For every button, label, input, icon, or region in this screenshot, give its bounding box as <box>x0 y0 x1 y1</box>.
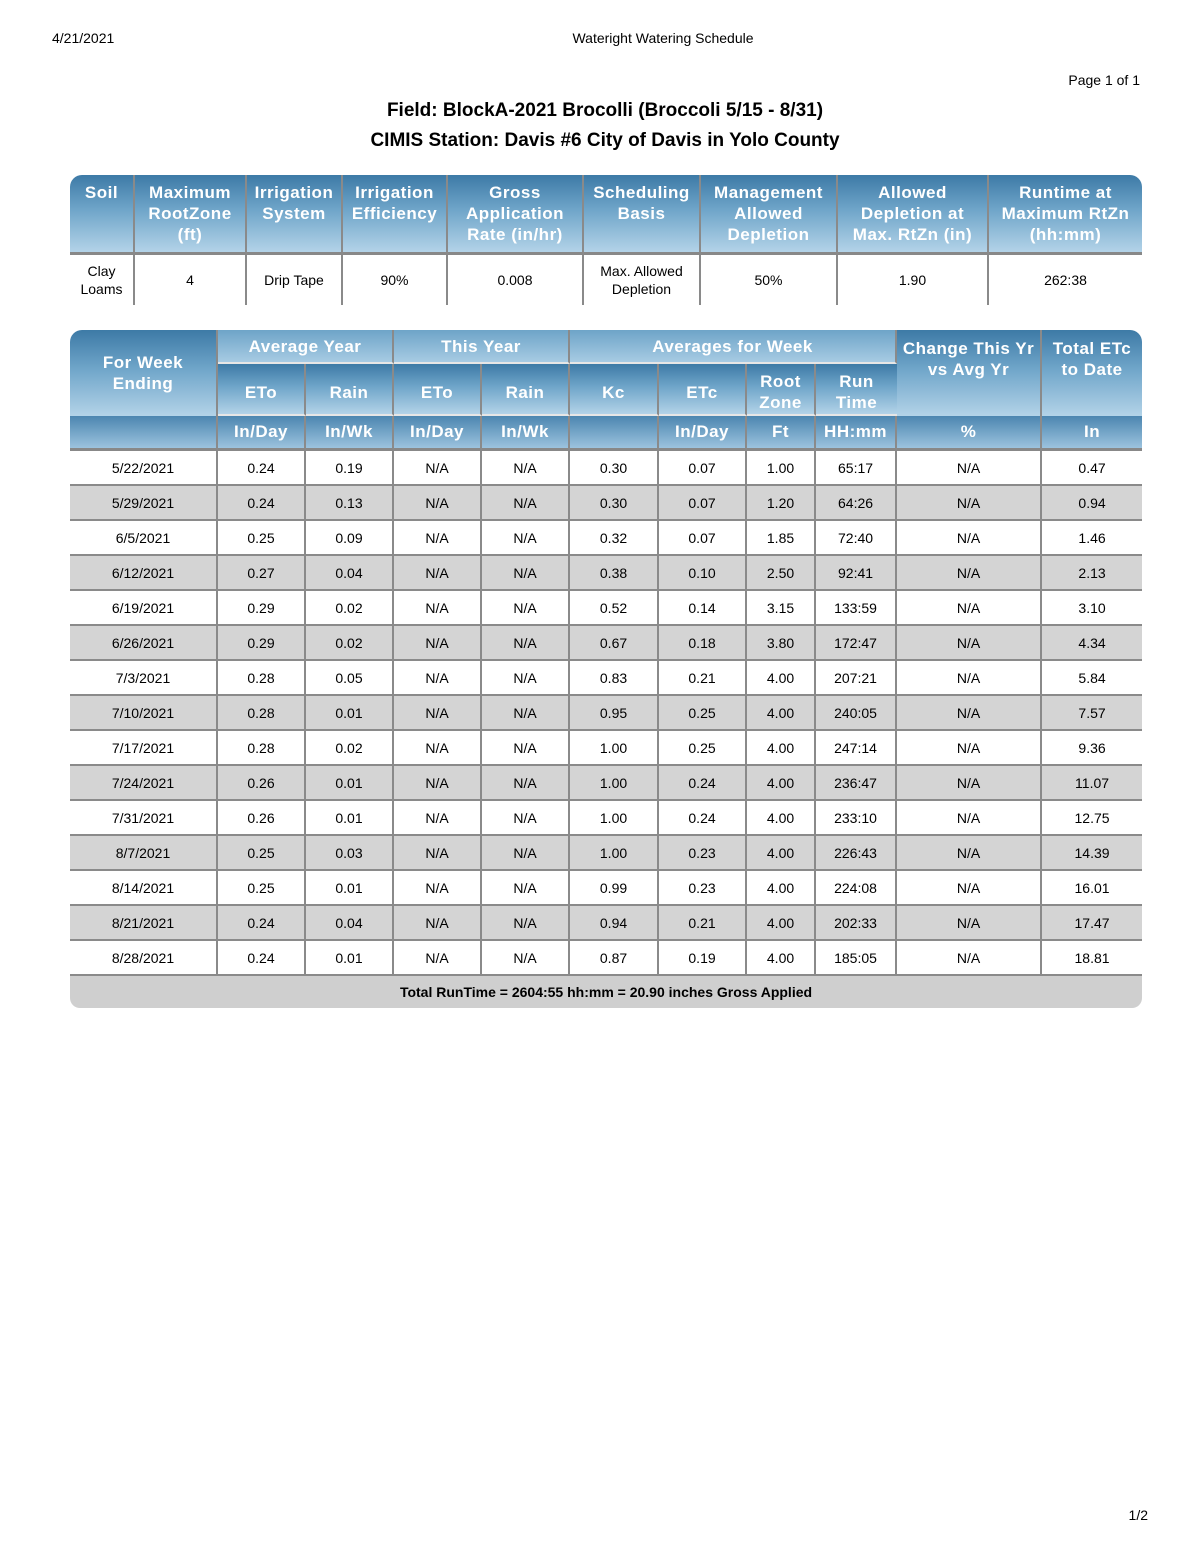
cell-avg-rain: 0.05 <box>306 661 394 696</box>
cell-total-etc: 1.46 <box>1042 521 1142 556</box>
cell-week-ending: 8/28/2021 <box>70 941 218 976</box>
table-row <box>70 731 1142 766</box>
cell-avg-eto: 0.25 <box>218 521 306 556</box>
value-scheduling-basis: Max. Allowed Depletion <box>584 255 701 305</box>
total-runtime: Total RunTime = 2604:55 hh:mm = 20.90 inches Gross Applied <box>70 976 1142 1008</box>
cell-root-zone: 4.00 <box>747 906 816 941</box>
cell-this-rain: N/A <box>482 941 570 976</box>
cell-this-eto: N/A <box>394 591 482 626</box>
cell-etc: 0.24 <box>659 766 747 801</box>
cell-avg-eto: 0.24 <box>218 941 306 976</box>
cell-week-ending: 8/14/2021 <box>70 871 218 906</box>
cell-this-eto: N/A <box>394 661 482 696</box>
cell-total-etc: 0.47 <box>1042 451 1142 486</box>
cell-total-etc: 5.84 <box>1042 661 1142 696</box>
cell-avg-rain: 0.03 <box>306 836 394 871</box>
cell-change: N/A <box>897 591 1042 626</box>
cell-run-time: 185:05 <box>816 941 897 976</box>
header-this-year: This Year <box>394 330 570 364</box>
table-row <box>70 801 1142 836</box>
cell-avg-eto: 0.28 <box>218 731 306 766</box>
table-row <box>70 871 1142 906</box>
cell-total-etc: 0.94 <box>1042 486 1142 521</box>
cell-change: N/A <box>897 521 1042 556</box>
cell-etc: 0.07 <box>659 486 747 521</box>
cell-this-rain: N/A <box>482 486 570 521</box>
cell-week-ending: 6/12/2021 <box>70 556 218 591</box>
cell-this-eto: N/A <box>394 731 482 766</box>
header-average-year: Average Year <box>218 330 394 364</box>
unit-week-ending <box>70 416 218 451</box>
header-this-eto: ETo <box>394 364 482 416</box>
cell-avg-rain: 0.04 <box>306 556 394 591</box>
cell-root-zone: 3.15 <box>747 591 816 626</box>
table-row <box>70 696 1142 731</box>
cell-kc: 0.38 <box>570 556 659 591</box>
table-row <box>70 661 1142 696</box>
cell-total-etc: 9.36 <box>1042 731 1142 766</box>
value-runtime-max-rtzn: 262:38 <box>1044 272 1087 288</box>
cell-root-zone: 4.00 <box>747 871 816 906</box>
cell-avg-eto: 0.24 <box>218 906 306 941</box>
cell-total-etc: 16.01 <box>1042 871 1142 906</box>
cell-kc: 0.94 <box>570 906 659 941</box>
table-row <box>70 906 1142 941</box>
cell-week-ending: 6/26/2021 <box>70 626 218 661</box>
cell-run-time: 226:43 <box>816 836 897 871</box>
cell-etc: 0.19 <box>659 941 747 976</box>
field-line: Field: BlockA-2021 Brocolli (Broccoli 5/15 - 8/31) <box>386 100 824 121</box>
unit-change: % <box>897 416 1042 451</box>
cell-this-rain: N/A <box>482 556 570 591</box>
value-max-rootzone: 4 <box>135 255 247 305</box>
unit-run-time: HH:mm <box>816 416 897 451</box>
cell-this-rain: N/A <box>482 731 570 766</box>
cell-this-rain: N/A <box>482 871 570 906</box>
cell-change: N/A <box>897 696 1042 731</box>
header-gross-application-rate: Gross Application Rate (in/hr) <box>448 175 584 255</box>
header-averages-for-week: Averages for Week <box>570 330 897 364</box>
header-allowed-depletion: Allowed Depletion at Max. RtZn (in) <box>838 175 989 255</box>
cell-avg-rain: 0.09 <box>306 521 394 556</box>
table-row <box>70 836 1142 871</box>
cell-root-zone: 4.00 <box>747 731 816 766</box>
value-gross-application-rate: 0.008 <box>448 255 584 305</box>
cell-week-ending: 7/31/2021 <box>70 801 218 836</box>
header-total-etc: Total ETc to Date <box>1042 330 1142 416</box>
cell-run-time: 236:47 <box>816 766 897 801</box>
cell-total-etc: 17.47 <box>1042 906 1142 941</box>
cell-total-etc: 7.57 <box>1042 696 1142 731</box>
cell-change: N/A <box>897 661 1042 696</box>
cell-this-rain: N/A <box>482 801 570 836</box>
header-avg-eto: ETo <box>218 364 306 416</box>
cell-week-ending: 7/10/2021 <box>70 696 218 731</box>
table-row <box>70 556 1142 591</box>
unit-kc <box>570 416 659 451</box>
station-line: CIMIS Station: Davis #6 City of Davis in Yolo County <box>370 130 840 151</box>
schedule-body <box>70 451 1142 976</box>
cell-kc: 0.67 <box>570 626 659 661</box>
cell-kc: 1.00 <box>570 766 659 801</box>
unit-avg-rain: In/Wk <box>306 416 394 451</box>
cell-avg-eto: 0.27 <box>218 556 306 591</box>
unit-avg-eto: In/Day <box>218 416 306 451</box>
cell-this-rain: N/A <box>482 906 570 941</box>
cell-kc: 1.00 <box>570 801 659 836</box>
cell-change: N/A <box>897 906 1042 941</box>
cell-etc: 0.25 <box>659 696 747 731</box>
unit-root-zone: Ft <box>747 416 816 451</box>
cell-kc: 0.95 <box>570 696 659 731</box>
cell-change: N/A <box>897 801 1042 836</box>
cell-this-rain: N/A <box>482 696 570 731</box>
cell-this-rain: N/A <box>482 521 570 556</box>
cell-this-eto: N/A <box>394 836 482 871</box>
cell-this-eto: N/A <box>394 941 482 976</box>
cell-root-zone: 1.85 <box>747 521 816 556</box>
cell-avg-eto: 0.24 <box>218 451 306 486</box>
cell-total-etc: 14.39 <box>1042 836 1142 871</box>
cell-root-zone: 4.00 <box>747 766 816 801</box>
table-row <box>70 486 1142 521</box>
cell-avg-rain: 0.19 <box>306 451 394 486</box>
cell-etc: 0.10 <box>659 556 747 591</box>
cell-avg-rain: 0.01 <box>306 766 394 801</box>
cell-week-ending: 8/7/2021 <box>70 836 218 871</box>
cell-this-eto: N/A <box>394 696 482 731</box>
cell-week-ending: 5/29/2021 <box>70 486 218 521</box>
cell-run-time: 240:05 <box>816 696 897 731</box>
cell-total-etc: 4.34 <box>1042 626 1142 661</box>
cell-etc: 0.18 <box>659 626 747 661</box>
page-indicator: Page 1 of 1 <box>1068 72 1140 88</box>
cell-kc: 0.30 <box>570 451 659 486</box>
print-title: Wateright Watering Schedule <box>572 30 754 46</box>
cell-root-zone: 4.00 <box>747 696 816 731</box>
header-week-ending: For Week Ending <box>70 330 218 416</box>
cell-run-time: 72:40 <box>816 521 897 556</box>
cell-change: N/A <box>897 451 1042 486</box>
cell-kc: 0.52 <box>570 591 659 626</box>
cell-run-time: 202:33 <box>816 906 897 941</box>
watering-schedule-table <box>70 330 1142 1008</box>
cell-this-eto: N/A <box>394 871 482 906</box>
cell-kc: 0.30 <box>570 486 659 521</box>
cell-run-time: 133:59 <box>816 591 897 626</box>
group-header-row <box>70 330 1142 364</box>
cell-run-time: 65:17 <box>816 451 897 486</box>
cell-week-ending: 6/5/2021 <box>70 521 218 556</box>
table-row <box>70 591 1142 626</box>
value-soil: Clay Loams <box>70 255 135 305</box>
cell-avg-eto: 0.25 <box>218 836 306 871</box>
table-row <box>70 941 1142 976</box>
cell-kc: 1.00 <box>570 836 659 871</box>
value-irrigation-system: Drip Tape <box>247 255 343 305</box>
cell-change: N/A <box>897 626 1042 661</box>
cell-total-etc: 2.13 <box>1042 556 1142 591</box>
header-runtime-max-rtzn: Runtime at Maximum RtZn (hh:mm) <box>989 175 1142 255</box>
cell-avg-eto: 0.24 <box>218 486 306 521</box>
cell-root-zone: 1.20 <box>747 486 816 521</box>
cell-avg-eto: 0.29 <box>218 591 306 626</box>
cell-etc: 0.25 <box>659 731 747 766</box>
cell-change: N/A <box>897 556 1042 591</box>
cell-this-eto: N/A <box>394 801 482 836</box>
total-row <box>70 976 1142 1008</box>
cell-this-eto: N/A <box>394 556 482 591</box>
header-irrigation-efficiency: Irrigation Efficiency <box>343 175 448 255</box>
cell-change: N/A <box>897 941 1042 976</box>
cell-avg-eto: 0.26 <box>218 766 306 801</box>
header-this-rain: Rain <box>482 364 570 416</box>
header-avg-rain: Rain <box>306 364 394 416</box>
cell-avg-eto: 0.28 <box>218 661 306 696</box>
cell-avg-eto: 0.29 <box>218 626 306 661</box>
cell-kc: 0.83 <box>570 661 659 696</box>
cell-this-rain: N/A <box>482 766 570 801</box>
cell-etc: 0.24 <box>659 801 747 836</box>
cell-run-time: 224:08 <box>816 871 897 906</box>
cell-this-eto: N/A <box>394 906 482 941</box>
unit-total-etc: In <box>1042 416 1142 451</box>
header-kc: Kc <box>570 364 659 416</box>
cell-root-zone: 4.00 <box>747 661 816 696</box>
cell-change: N/A <box>897 731 1042 766</box>
header-irrigation-system: Irrigation System <box>247 175 343 255</box>
footer-page-number: 1/2 <box>1128 1507 1148 1523</box>
header-soil: Soil <box>70 175 135 255</box>
table-row <box>70 451 1142 486</box>
cell-change: N/A <box>897 836 1042 871</box>
header-run-time: Run Time <box>816 364 897 416</box>
cell-kc: 0.32 <box>570 521 659 556</box>
cell-total-etc: 11.07 <box>1042 766 1142 801</box>
cell-avg-rain: 0.04 <box>306 906 394 941</box>
cell-run-time: 172:47 <box>816 626 897 661</box>
cell-etc: 0.07 <box>659 451 747 486</box>
cell-this-eto: N/A <box>394 766 482 801</box>
cell-this-rain: N/A <box>482 661 570 696</box>
report-title <box>0 96 1200 156</box>
unit-etc: In/Day <box>659 416 747 451</box>
cell-run-time: 233:10 <box>816 801 897 836</box>
cell-avg-rain: 0.01 <box>306 941 394 976</box>
field-info-table <box>70 175 1142 305</box>
unit-header-row <box>70 416 1142 451</box>
cell-change: N/A <box>897 766 1042 801</box>
header-etc: ETc <box>659 364 747 416</box>
cell-total-etc: 3.10 <box>1042 591 1142 626</box>
cell-etc: 0.07 <box>659 521 747 556</box>
cell-avg-rain: 0.02 <box>306 626 394 661</box>
header-scheduling-basis: Scheduling Basis <box>584 175 701 255</box>
cell-avg-eto: 0.26 <box>218 801 306 836</box>
cell-week-ending: 5/22/2021 <box>70 451 218 486</box>
table-row <box>70 521 1142 556</box>
cell-root-zone: 1.00 <box>747 451 816 486</box>
cell-root-zone: 3.80 <box>747 626 816 661</box>
cell-root-zone: 4.00 <box>747 941 816 976</box>
cell-avg-eto: 0.28 <box>218 696 306 731</box>
cell-run-time: 64:26 <box>816 486 897 521</box>
print-header <box>0 30 1200 50</box>
cell-etc: 0.14 <box>659 591 747 626</box>
cell-root-zone: 4.00 <box>747 836 816 871</box>
cell-this-eto: N/A <box>394 626 482 661</box>
cell-total-etc: 18.81 <box>1042 941 1142 976</box>
cell-kc: 0.99 <box>570 871 659 906</box>
table-row <box>70 766 1142 801</box>
cell-change: N/A <box>897 871 1042 906</box>
cell-this-eto: N/A <box>394 451 482 486</box>
info-header-row <box>70 175 1142 255</box>
cell-etc: 0.23 <box>659 871 747 906</box>
cell-avg-rain: 0.01 <box>306 696 394 731</box>
cell-kc: 0.87 <box>570 941 659 976</box>
unit-this-rain: In/Wk <box>482 416 570 451</box>
cell-week-ending: 7/17/2021 <box>70 731 218 766</box>
cell-run-time: 207:21 <box>816 661 897 696</box>
cell-total-etc: 12.75 <box>1042 801 1142 836</box>
cell-etc: 0.21 <box>659 906 747 941</box>
value-irrigation-efficiency: 90% <box>343 255 448 305</box>
header-management-allowed-depletion: Management Allowed Depletion <box>701 175 838 255</box>
info-value-row <box>70 255 1142 305</box>
cell-avg-rain: 0.13 <box>306 486 394 521</box>
cell-this-rain: N/A <box>482 836 570 871</box>
table-row <box>70 626 1142 661</box>
cell-week-ending: 6/19/2021 <box>70 591 218 626</box>
cell-avg-rain: 0.01 <box>306 801 394 836</box>
cell-run-time: 247:14 <box>816 731 897 766</box>
cell-this-rain: N/A <box>482 626 570 661</box>
print-date: 4/21/2021 <box>52 30 115 46</box>
header-max-rootzone: Maximum RootZone (ft) <box>135 175 247 255</box>
header-root-zone: Root Zone <box>747 364 816 416</box>
cell-etc: 0.21 <box>659 661 747 696</box>
cell-week-ending: 7/3/2021 <box>70 661 218 696</box>
cell-change: N/A <box>897 486 1042 521</box>
cell-week-ending: 8/21/2021 <box>70 906 218 941</box>
cell-etc: 0.23 <box>659 836 747 871</box>
cell-root-zone: 2.50 <box>747 556 816 591</box>
cell-avg-rain: 0.01 <box>306 871 394 906</box>
cell-root-zone: 4.00 <box>747 801 816 836</box>
unit-this-eto: In/Day <box>394 416 482 451</box>
cell-kc: 1.00 <box>570 731 659 766</box>
cell-this-rain: N/A <box>482 451 570 486</box>
cell-this-eto: N/A <box>394 486 482 521</box>
cell-this-eto: N/A <box>394 521 482 556</box>
value-management-allowed-depletion: 50% <box>701 255 838 305</box>
cell-this-rain: N/A <box>482 591 570 626</box>
cell-avg-rain: 0.02 <box>306 591 394 626</box>
cell-avg-rain: 0.02 <box>306 731 394 766</box>
value-allowed-depletion: 1.90 <box>838 255 989 305</box>
cell-week-ending: 7/24/2021 <box>70 766 218 801</box>
cell-avg-eto: 0.25 <box>218 871 306 906</box>
header-change-this-yr: Change This Yr vs Avg Yr <box>897 330 1042 416</box>
cell-run-time: 92:41 <box>816 556 897 591</box>
